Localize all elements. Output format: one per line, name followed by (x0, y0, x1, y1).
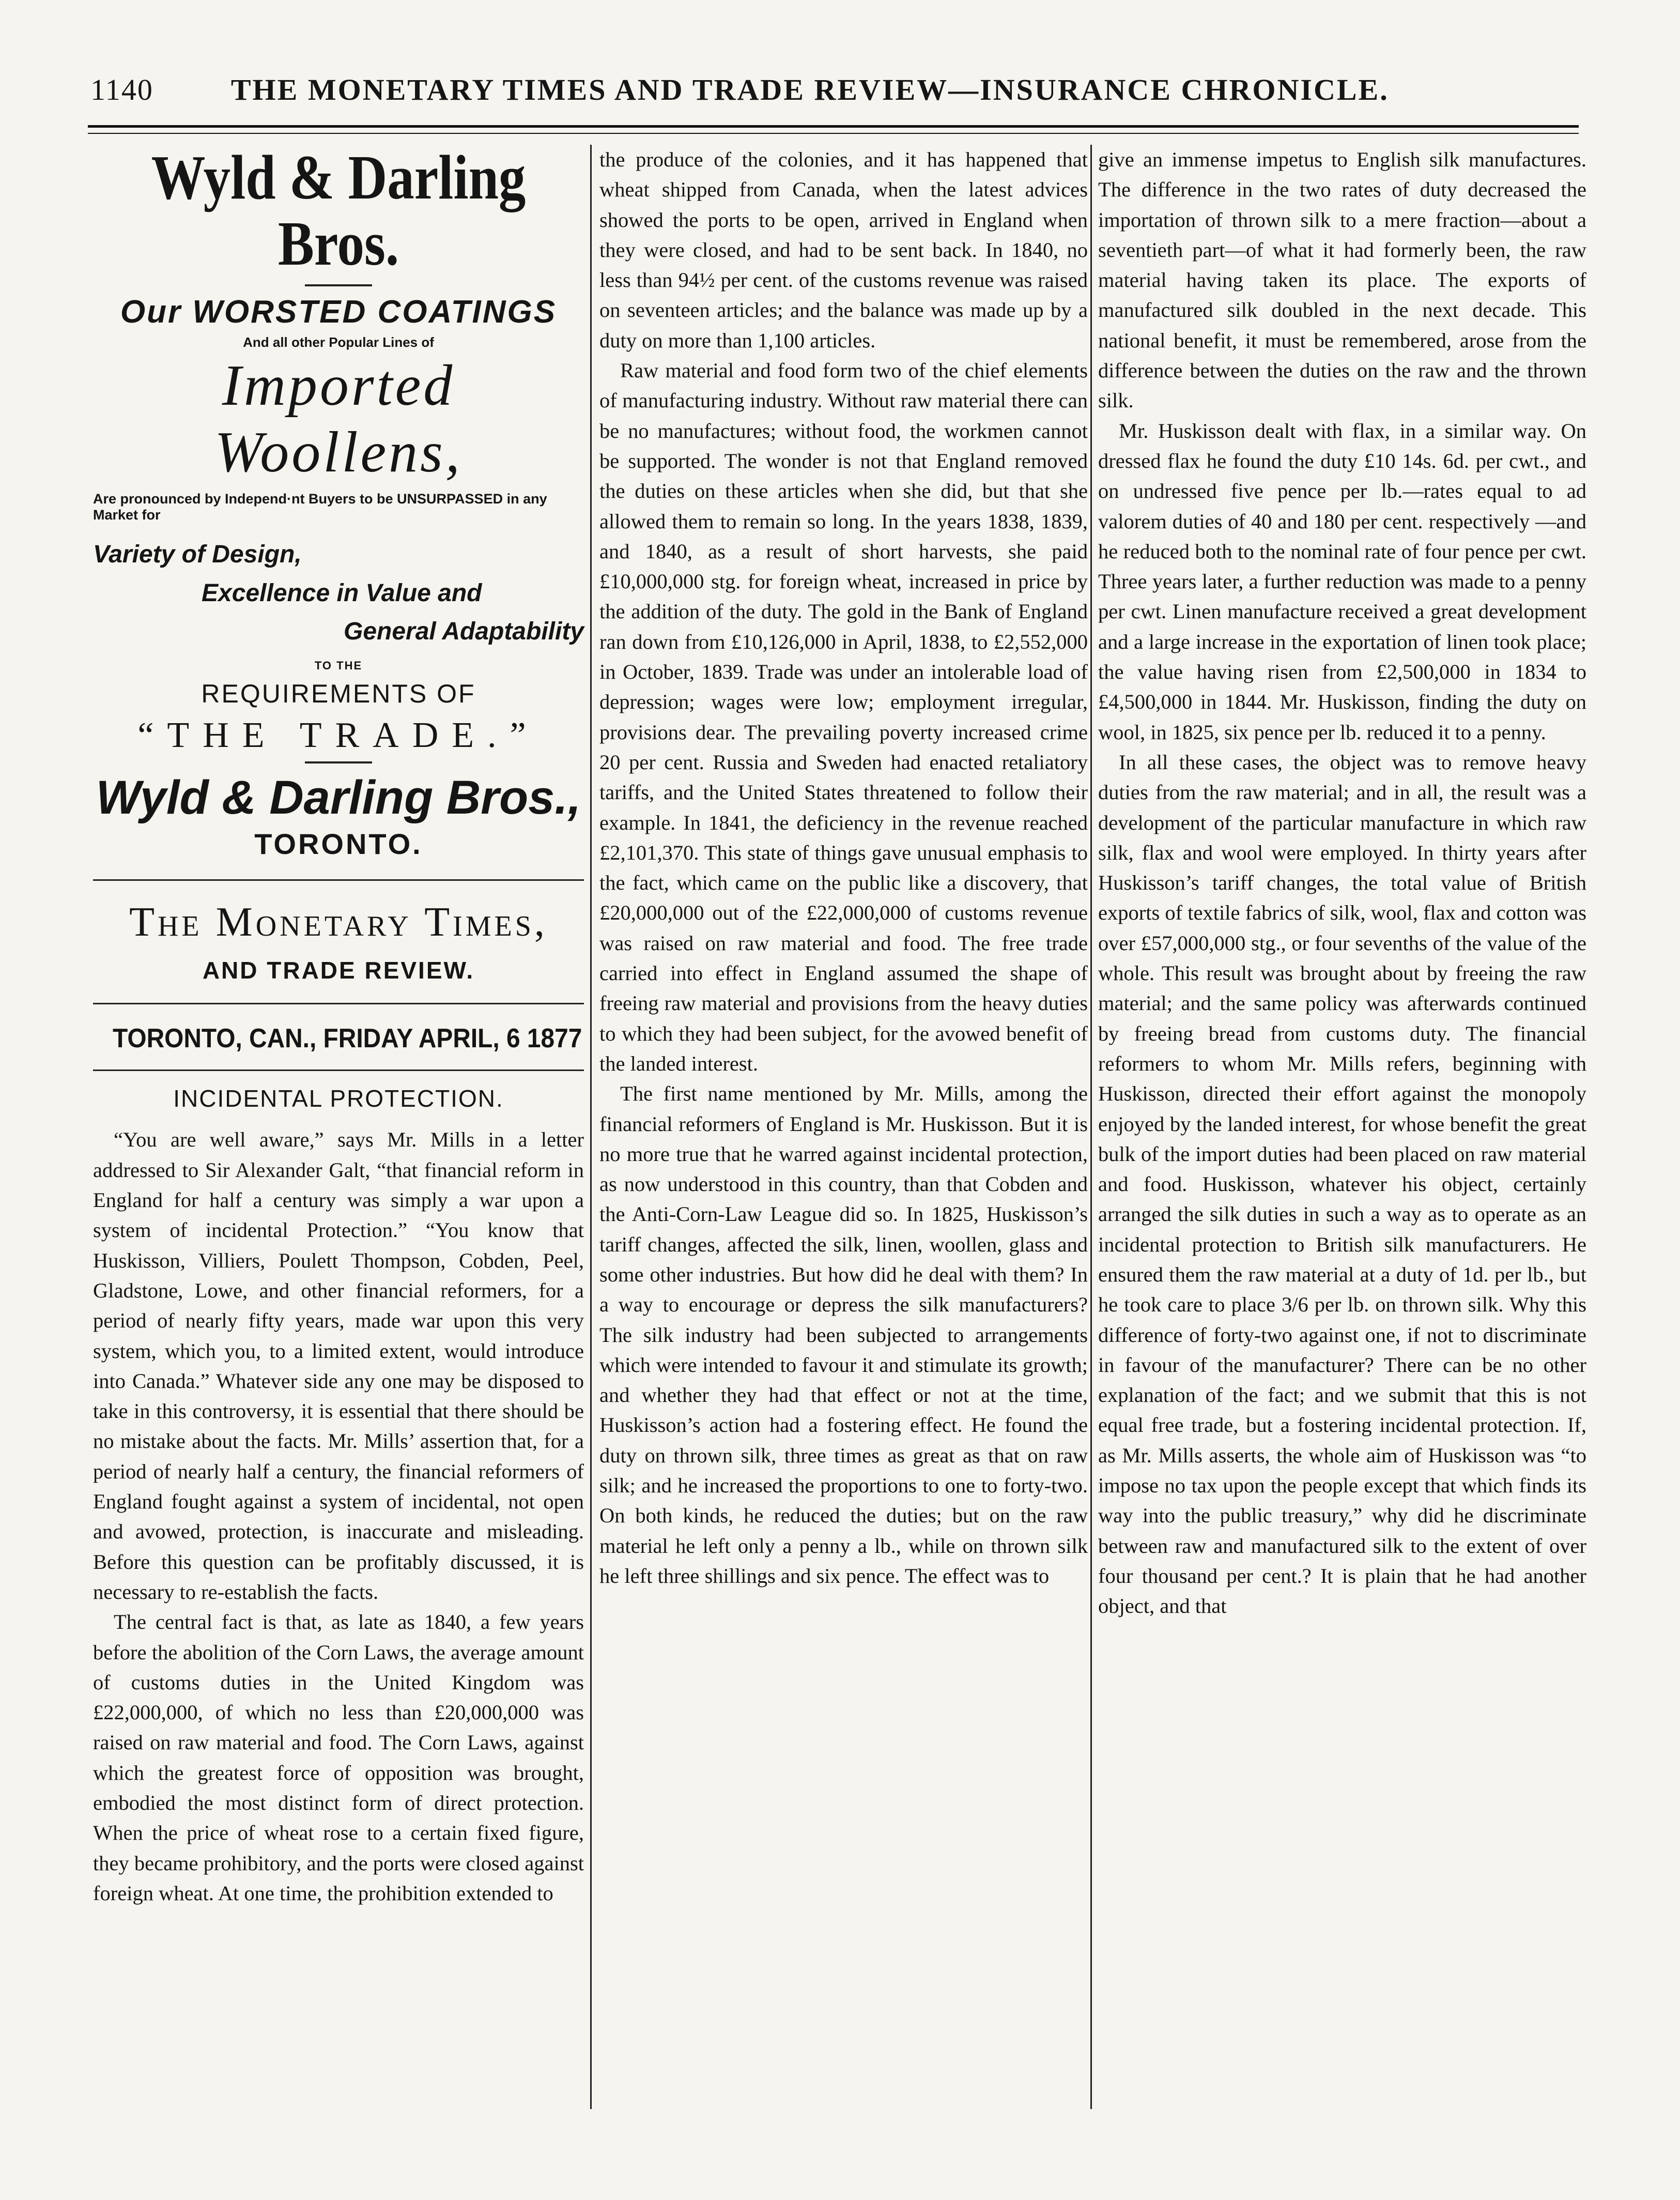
dateline: TORONTO, CAN., FRIDAY APRIL, 6 1877 (113, 1023, 582, 1054)
running-head (90, 72, 1579, 107)
masthead (93, 899, 584, 984)
section-rule (93, 1003, 584, 1004)
section-rule (93, 879, 584, 881)
paragraph: Raw material and food form two of the chief elements of manufacturing industry. Without raw material there can be no manufactures; without food, the workmen cannot be supported. The wonder is not that England removed the duties on these articles when she did, but that she allowed them to remain so long. In the years 1838, 1839, and 1840, as a result of short harvests, she paid £10,000,000 stg. for foreign wheat, increased in price by the addition of the duty. The gold in the Bank of England ran down from £10,126,000 in April, 1838, to £2,552,000 in October, 1839. Trade was under an intolerable load of depression; wages were low; employment irregular, provisions dear. The prevailing poverty increased crime 20 per cent. Russia and Sweden had enacted retaliatory tariffs, and the United States threatened to follow their example. In 1841, the deficiency in the revenue reached £2,101,370. This state of things gave unusual emphasis to the fact, which came on the public like a discovery, that £20,000,000 out of the £22,000,000 of customs revenue was raised on raw material and food. The free trade carried into effect in England assumed the shape of freeing raw material and provisions from the heavy duties to which they had been subject, for the avowed benefit of the landed interest. (599, 359, 1088, 1075)
ad-woollens-line: Imported Woollens, (214, 354, 463, 485)
advertisement (93, 145, 584, 861)
paragraph: The first name mentioned by Mr. Mills, among the financial reformers of England is Mr. Huskisson. But it is no more true that he warred against incidental protection, as now understood in this country, than that Cobden and the Anti-Corn-Law League did so. In 1825, Huskisson’s tariff changes, affected the silk, linen, woollen, glass and some other industries. But how did he deal with them? In a way to encourage or depress the silk manufacturers? The silk industry had been subjected to arrangements which were intended to favour it and stimulate its growth; and whether they had that effect or not at the time, Huskisson’s action had a fostering effect. He found the duty on thrown silk, three times as great as that on raw silk; and he increased the proportions to one to forty-two. On both kinds, he reduced the duties; but on the raw material he left only a penny a lb., while on thrown silk he left three shillings and six pence. The effect was to (599, 1082, 1088, 1587)
paragraph: the produce of the colonies, and it has happened that wheat shipped from Canada, when the latest advices showed the ports to be open, arrived in England when they were closed, and had to be sent back. In 1840, no less than 94½ per cent. of the customs revenue was raised on seventeen articles; and the balance was made up by a duty on more than 1,100 articles. (599, 148, 1088, 352)
column-2 (599, 145, 1088, 1591)
masthead-subtitle: AND TRADE REVIEW. (202, 957, 475, 984)
column-1 (93, 145, 584, 1908)
page-number: 1140 (90, 73, 153, 106)
ad-pronounced-line: Are pronounced by Independ·nt Buyers to be UNSURPASSED in any Market for (93, 491, 547, 523)
paragraph: Mr. Huskisson dealt with flax, in a similar way. On dressed flax he found the duty £10 14s. 6d. per cwt., and on undressed five pence per lb.—rates equal to ad valorem duties of 40 and 180 per cent. respectively —and he reduced both to the nominal rate of four pence per cwt. Three years later, a further reduction was made to a penny per cwt. Linen manufacture received a great development and a large increase in the exportation of linen took place; the value having risen from £2,500,000 in 1834 to £4,500,000 in 1844. Mr. Huskisson, finding the duty on wool, in 1825, six pence per lb. reduced it to a penny. (1098, 419, 1586, 744)
column-3 (1098, 145, 1586, 1622)
ad-the-trade: “THE TRADE.” (137, 715, 540, 756)
ad-other-lines: And all other Popular Lines of (243, 334, 434, 350)
ad-quality-value: Excellence in Value and (202, 579, 482, 607)
paragraph: In all these cases, the object was to remove heavy duties from the raw material; and in all, the result was a development of the particular manufacture in which raw silk, flax and wool were employed. In thirty years after Huskisson’s tariff changes, the total value of British exports of textile fabrics of silk, wool, flax and cotton was over £57,000,000 stg., or four sevenths of the value of the whole. This result was brought about by freeing the raw material; and the same policy was afterwards continued by freeing bread from customs duty. The financial reformers to whom Mr. Mills refers, beginning with Huskisson, directed their effort against the monopoly enjoyed by the landed interest, for whose benefit the great bulk of the import duties had been placed on raw material and food. Huskisson, whatever his object, certainly arranged the silk duties in such a way as to operate as an incidental protection to British silk manufacturers. He ensured them the raw material at a duty of 1d. per lb., but he took care to place 3/6 per lb. on thrown silk. Why this difference of forty-two against one, if not to discriminate in favour of the manufacturer? There can be no other explanation of the fact; and we submit that this is not equal free trade, but a fostering incidental protection. If, as Mr. Mills asserts, the whole aim of Huskisson was “to impose no tax upon the people except that which finds its way into the public treasury,” why did he discriminate between raw and manufactured silk to the extent of over four thousand per cent.? It is plain that he had another object, and that (1098, 750, 1586, 1618)
ad-quality-adaptability: General Adaptability (344, 618, 584, 646)
header-rule (88, 125, 1579, 134)
ad-firm-signature: Wyld & Darling Bros., (96, 771, 581, 824)
paragraph: give an immense impetus to English silk manufactures. The difference in the two rates of duty decreased the importation of thrown silk to a mere fraction—about a seventieth part—of what it had formerly been, the raw material having taken its place. The exports of manufactured silk doubled in the next decade. This national benefit, it must be remembered, arose from the difference between the duties on the raw and the thrown silk. (1098, 148, 1586, 412)
paragraph: “You are well aware,” says Mr. Mills in a letter addressed to Sir Alexander Galt, “that financial reform in England for half a century was simply a war upon a system of incidental Protection.” “You know that Huskisson, Villiers, Poulett Thompson, Cobden, Peel, Gladstone, Lowe, and other financial reformers, for a period of nearly fifty years, made war upon this very system, which you, to a limited extent, would introduce into Canada.” Whatever side any one may be disposed to take in this controversy, it is essential that there should be no mistake about the facts. Mr. Mills’ assertion that, for a period of nearly half a century, the financial reformers of England fought against a system of incidental, not open and avowed, protection, is inaccurate and misleading. Before this question can be profitably discussed, it is necessary to re-establish the facts. (93, 1128, 584, 1603)
ad-divider (305, 284, 372, 286)
ad-firm-name: Wyld & Darling Bros. (151, 143, 526, 279)
article-body-col1 (93, 1125, 584, 1908)
article-body-col3 (1098, 145, 1586, 1622)
ad-quality-variety: Variety of Design, (93, 541, 302, 569)
article-title: INCIDENTAL PROTECTION. (173, 1085, 504, 1112)
ad-worsted-line: Our WORSTED COATINGS (120, 294, 557, 330)
ad-city: TORONTO. (254, 828, 423, 861)
column-rule (590, 145, 592, 2109)
masthead-title: The Monetary Times, (129, 899, 548, 945)
ad-divider (305, 761, 372, 763)
article-body-col2 (599, 145, 1088, 1591)
ad-to-the: TO THE (314, 659, 363, 673)
ad-requirements: REQUIREMENTS OF (201, 679, 476, 709)
paragraph: The central fact is that, as late as 1840, a few years before the abolition of the Corn Laws, the average amount of customs duties in the United Kingdom was £22,000,000, of which no less than £20,000,000 was raised on raw material and food. The Corn Laws, against which the greatest force of opposition was brought, embodied the most distinct form of direct protection. When the price of wheat rose to a certain fixed figure, they became prohibitory, and the ports were closed against foreign wheat. At one time, the prohibition extended to (93, 1610, 584, 1905)
section-rule (93, 1070, 584, 1071)
column-rule (1090, 145, 1092, 2109)
journal-title: THE MONETARY TIMES AND TRADE REVIEW—INSURANCE CHRONICLE. (230, 73, 1389, 106)
